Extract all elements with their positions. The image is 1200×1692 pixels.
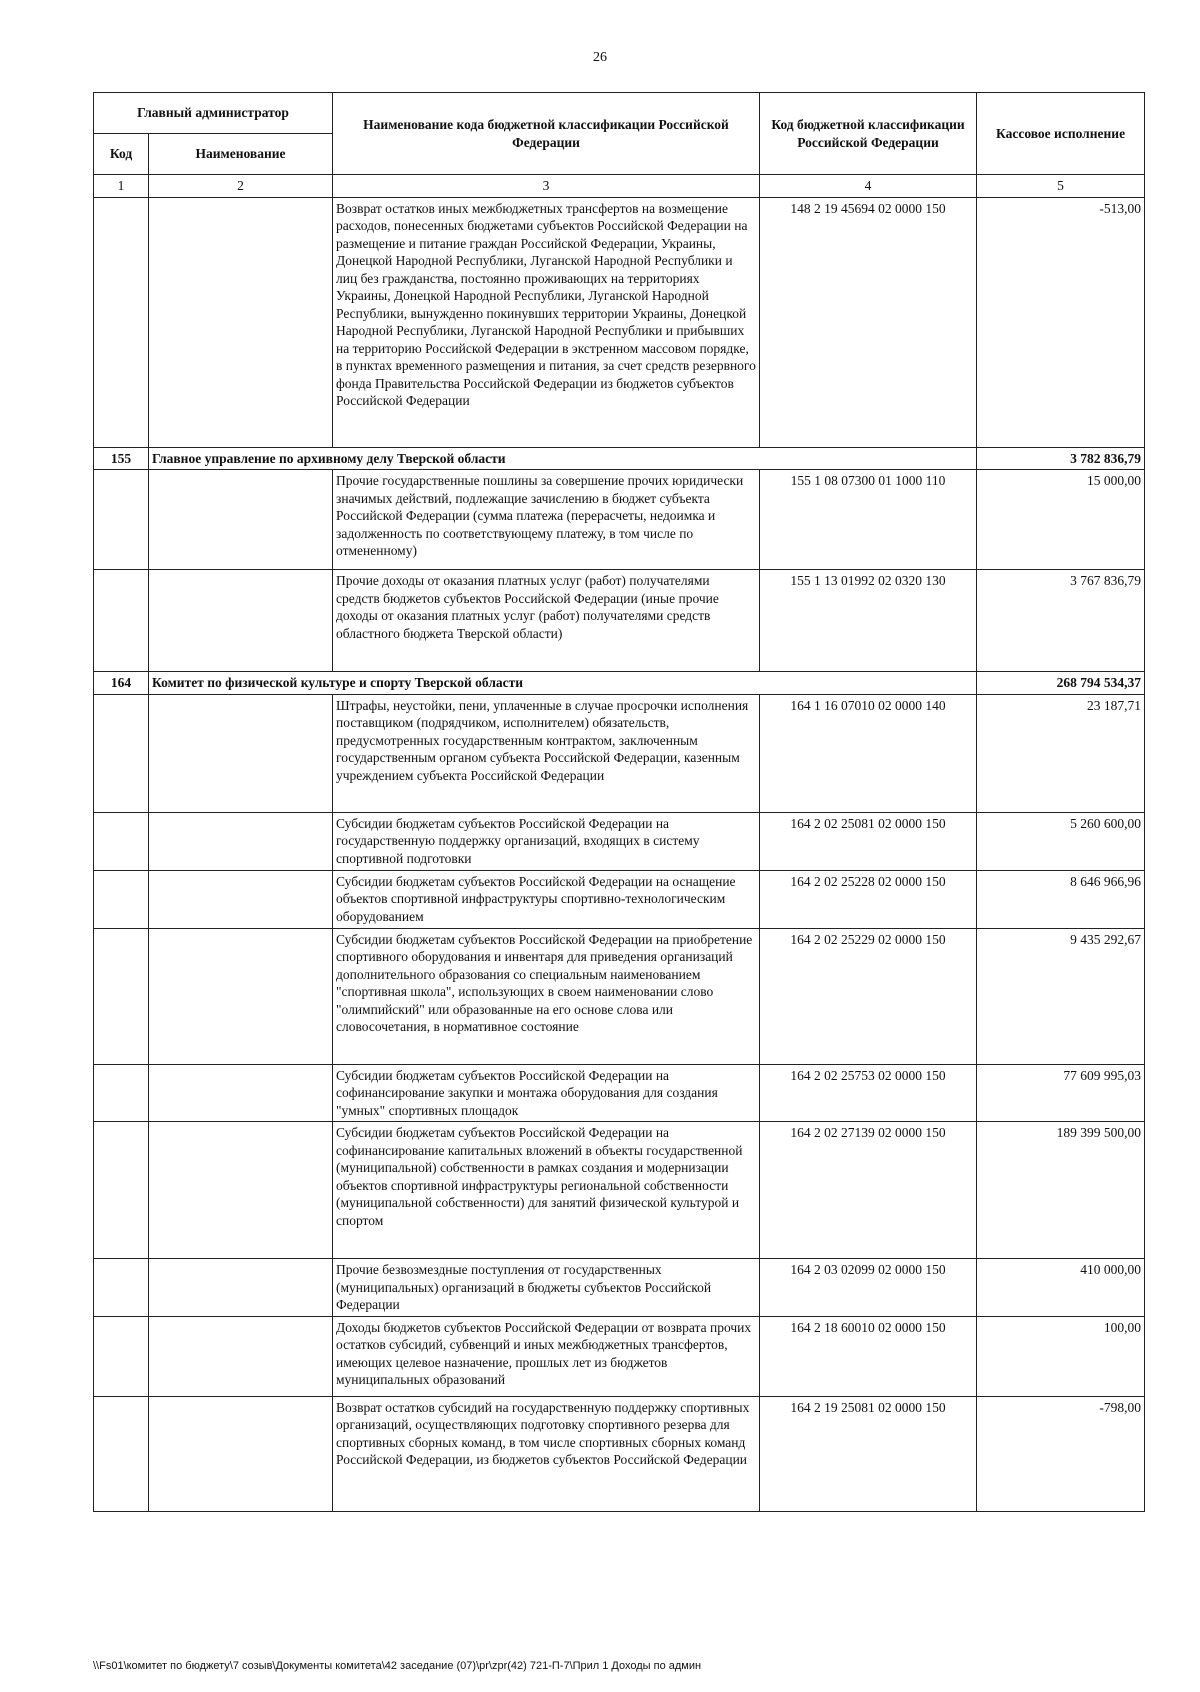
kbk-code: 164 2 02 25228 02 0000 150 xyxy=(760,870,977,928)
admin-name-cell xyxy=(149,928,333,1064)
execution-amount: 410 000,00 xyxy=(977,1259,1145,1317)
execution-amount: 15 000,00 xyxy=(977,470,1145,570)
table-row xyxy=(94,1316,1145,1396)
col-number: 3 xyxy=(333,175,760,198)
kbk-code: 148 2 19 45694 02 0000 150 xyxy=(760,197,977,447)
kbk-description: Возврат остатков иных межбюджетных трансфертов на возмещение расходов, понесенных бюджетами субъектов Российской Федерации на размещение и питание граждан Российской Федерации, Украины, Донецкой Народной Республики, Луганской Народной Республики и лиц без гражданства, постоянно проживающих на территориях Украины, Донецкой Народной Республики, Луганской Народной Республики, вынужденно покинувших территории Украины, Донецкой Народной Республики, Луганской Народной Республики и прибывших на территорию Российской Федерации в экстренном массовом порядке, в пунктах временного размещения и питания, за счет средств резервного фонда Правительства Российской Федерации из бюджетов субъектов Российской Федерации xyxy=(333,197,760,447)
kbk-code: 164 2 02 27139 02 0000 150 xyxy=(760,1122,977,1259)
table-row xyxy=(94,1396,1145,1511)
admin-name-cell xyxy=(149,1259,333,1317)
kbk-code: 155 1 08 07300 01 1000 110 xyxy=(760,470,977,570)
kbk-code: 164 1 16 07010 02 0000 140 xyxy=(760,694,977,812)
admin-name-cell xyxy=(149,1122,333,1259)
table-row xyxy=(94,812,1145,870)
kbk-description: Прочие доходы от оказания платных услуг (работ) получателями средств бюджетов субъектов Российской Федерации (иные прочие доходы от оказания платных услуг (работ) получателями средств областного бюджета Тверской области) xyxy=(333,570,760,672)
revenue-table xyxy=(93,92,1145,1512)
admin-code-cell xyxy=(94,694,149,812)
execution-amount: 3 767 836,79 xyxy=(977,570,1145,672)
admin-name-cell xyxy=(149,197,333,447)
kbk-description: Доходы бюджетов субъектов Российской Федерации от возврата прочих остатков субсидий, субвенций и иных межбюджетных трансфертов, имеющих целевое назначение, прошлых лет из бюджетов муниципальных образований xyxy=(333,1316,760,1396)
kbk-name-header: Наименование кода бюджетной классификации Российской Федерации xyxy=(333,93,760,175)
kbk-description: Прочие государственные пошлины за совершение прочих юридически значимых действий, подлежащие зачислению в бюджет субъекта Российской Федерации (сумма платежа (перерасчеты, недоимка и задолженность по соответствующему платежу, в том числе по отмененному) xyxy=(333,470,760,570)
admin-name-cell xyxy=(149,812,333,870)
admin-name-cell xyxy=(149,870,333,928)
execution-amount: -798,00 xyxy=(977,1396,1145,1511)
admin-name-cell xyxy=(149,1396,333,1511)
execution-amount: 5 260 600,00 xyxy=(977,812,1145,870)
admin-code-cell xyxy=(94,197,149,447)
kbk-description: Субсидии бюджетам субъектов Российской Федерации на оснащение объектов спортивной инфраструктуры спортивно-технологическим оборудованием xyxy=(333,870,760,928)
admin-name-cell xyxy=(149,694,333,812)
kbk-code-header: Код бюджетной классификации Российской Федерации xyxy=(760,93,977,175)
admin-group-row xyxy=(94,672,1145,695)
admin-code-cell xyxy=(94,928,149,1064)
execution-amount: 23 187,71 xyxy=(977,694,1145,812)
execution-amount: 8 646 966,96 xyxy=(977,870,1145,928)
admin-name-cell xyxy=(149,570,333,672)
header-row xyxy=(94,93,1145,134)
admin-name-cell xyxy=(149,1064,333,1122)
execution-header: Кассовое исполнение xyxy=(977,93,1145,175)
admin-total: 3 782 836,79 xyxy=(977,447,1145,470)
kbk-description: Возврат остатков субсидий на государственную поддержку спортивных организаций, осуществляющих подготовку спортивного резерва для спортивных сборных команд, в том числе спортивных сборных команд Российской Федерации, из бюджетов субъектов Российской Федерации xyxy=(333,1396,760,1511)
kbk-description: Штрафы, неустойки, пени, уплаченные в случае просрочки исполнения поставщиком (подрядчиком, исполнителем) обязательств, предусмотренных государственным контрактом, заключенным государственным органом субъекта Российской Федерации, казенным учреждением субъекта Российской Федерации xyxy=(333,694,760,812)
kbk-description: Прочие безвозмездные поступления от государственных (муниципальных) организаций в бюджеты субъектов Российской Федерации xyxy=(333,1259,760,1317)
admin-name: Комитет по физической культуре и спорту Тверской области xyxy=(149,672,977,695)
admin-total: 268 794 534,37 xyxy=(977,672,1145,695)
col-number: 1 xyxy=(94,175,149,198)
column-numbers-row xyxy=(94,175,1145,198)
admin-name: Главное управление по архивному делу Тверской области xyxy=(149,447,977,470)
code-header: Код xyxy=(94,134,149,175)
kbk-code: 155 1 13 01992 02 0320 130 xyxy=(760,570,977,672)
admin-code-cell xyxy=(94,1259,149,1317)
kbk-code: 164 2 02 25081 02 0000 150 xyxy=(760,812,977,870)
admin-code-cell xyxy=(94,870,149,928)
execution-amount: 9 435 292,67 xyxy=(977,928,1145,1064)
admin-code-cell xyxy=(94,1396,149,1511)
admin-code: 164 xyxy=(94,672,149,695)
col-number: 4 xyxy=(760,175,977,198)
table-row xyxy=(94,1259,1145,1317)
col-number: 5 xyxy=(977,175,1145,198)
kbk-description: Субсидии бюджетам субъектов Российской Федерации на приобретение спортивного оборудования и инвентаря для приведения организаций дополнительного образования со специальным наименованием "спортивная школа", использующих в своем наименовании слово "олимпийский" или образованные на его основе слова или словосочетания, в нормативное состояние xyxy=(333,928,760,1064)
admin-code: 155 xyxy=(94,447,149,470)
kbk-description: Субсидии бюджетам субъектов Российской Федерации на софинансирование закупки и монтажа оборудования для создания "умных" спортивных площадок xyxy=(333,1064,760,1122)
table-row xyxy=(94,928,1145,1064)
kbk-code: 164 2 02 25753 02 0000 150 xyxy=(760,1064,977,1122)
kbk-code: 164 2 18 60010 02 0000 150 xyxy=(760,1316,977,1396)
execution-amount: 77 609 995,03 xyxy=(977,1064,1145,1122)
table-row xyxy=(94,870,1145,928)
admin-code-cell xyxy=(94,1122,149,1259)
execution-amount: 189 399 500,00 xyxy=(977,1122,1145,1259)
admin-name-cell xyxy=(149,1316,333,1396)
table-row xyxy=(94,694,1145,812)
admin-code-cell xyxy=(94,812,149,870)
admin-code-cell xyxy=(94,470,149,570)
kbk-description: Субсидии бюджетам субъектов Российской Федерации на государственную поддержку организаций, входящих в систему спортивной подготовки xyxy=(333,812,760,870)
execution-amount: -513,00 xyxy=(977,197,1145,447)
admin-code-cell xyxy=(94,570,149,672)
kbk-code: 164 2 19 25081 02 0000 150 xyxy=(760,1396,977,1511)
admin-name-cell xyxy=(149,470,333,570)
execution-amount: 100,00 xyxy=(977,1316,1145,1396)
kbk-description: Субсидии бюджетам субъектов Российской Федерации на софинансирование капитальных вложений в объекты государственной (муниципальной) собственности в рамках создания и модернизации объектов спортивной инфраструктуры региональной собственности (муниципальной собственности) для занятий физической культурой и спортом xyxy=(333,1122,760,1259)
table-row xyxy=(94,197,1145,447)
table-row xyxy=(94,470,1145,570)
kbk-code: 164 2 02 25229 02 0000 150 xyxy=(760,928,977,1064)
name-header: Наименование xyxy=(149,134,333,175)
admin-group-header: Главный администратор xyxy=(94,93,333,134)
admin-code-cell xyxy=(94,1064,149,1122)
file-path-footer: \\Fs01\комитет по бюджету\7 созыв\Документы комитета\42 заседание (07)\pr\zpr(42) 721-П-7\Прил 1 Доходы по админ xyxy=(93,1660,702,1672)
admin-code-cell xyxy=(94,1316,149,1396)
col-number: 2 xyxy=(149,175,333,198)
table-row xyxy=(94,1064,1145,1122)
table-row xyxy=(94,1122,1145,1259)
kbk-code: 164 2 03 02099 02 0000 150 xyxy=(760,1259,977,1317)
page-number: 26 xyxy=(593,50,607,65)
admin-group-row xyxy=(94,447,1145,470)
table-row xyxy=(94,570,1145,672)
